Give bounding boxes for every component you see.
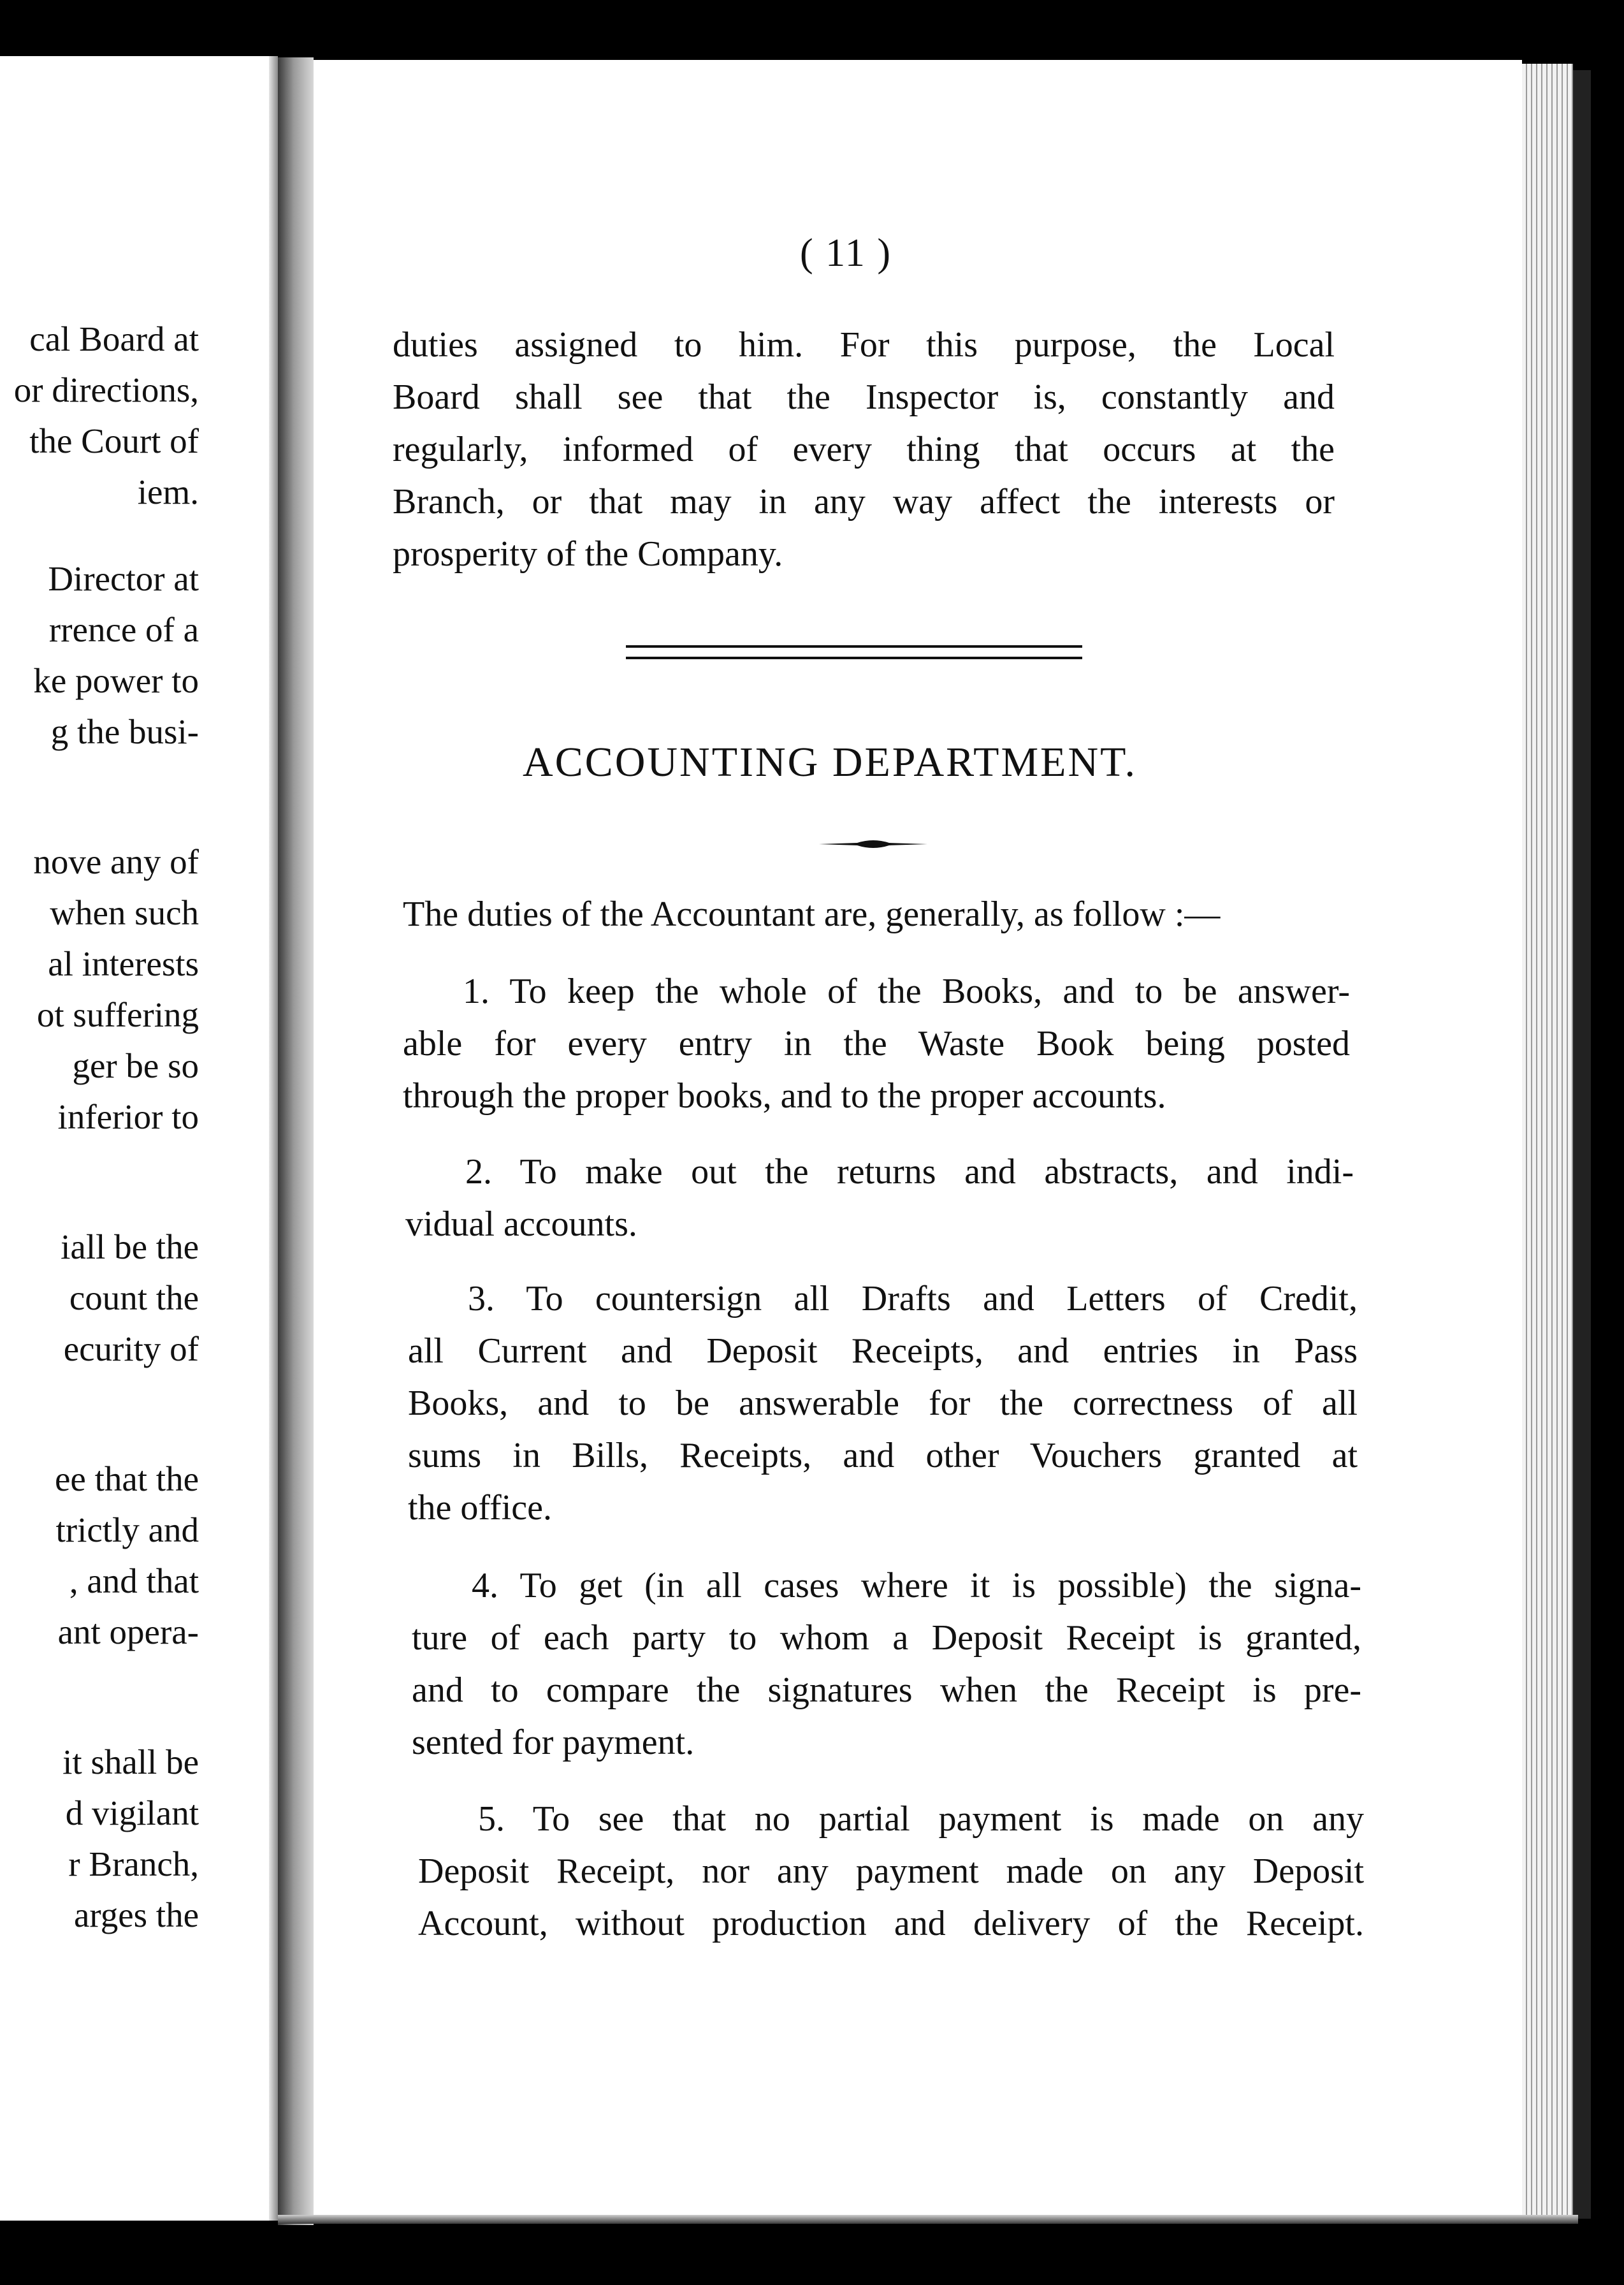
list-item xyxy=(418,1793,1364,1950)
left-page-line: ke power to xyxy=(33,661,199,700)
text-line: 1. To keep the whole of the Books, and to be answer- xyxy=(463,972,1350,1011)
left-page-line: count the xyxy=(69,1278,199,1317)
left-page-line: arges the xyxy=(74,1895,199,1934)
left-page-line: ee that the xyxy=(55,1459,199,1498)
text-line: vidual accounts. xyxy=(405,1204,637,1244)
left-page-line: g the busi- xyxy=(50,712,199,751)
left-page-line: r Branch, xyxy=(68,1844,199,1883)
left-page-line: cal Board at xyxy=(29,319,199,358)
text-line: able for every entry in the Waste Book being posted xyxy=(403,1024,1350,1063)
text-line: 2. To make out the returns and abstracts, and indi- xyxy=(465,1152,1354,1192)
text-line: 3. To countersign all Drafts and Letters of Credit, xyxy=(468,1279,1358,1318)
left-page-line: trictly and xyxy=(55,1510,199,1549)
left-page-line: d vigilant xyxy=(65,1793,199,1832)
left-page-line: it shall be xyxy=(62,1742,199,1781)
page-number: ( 11 ) xyxy=(800,231,892,275)
left-page-line: or directions, xyxy=(13,370,199,409)
list-item xyxy=(403,965,1350,1122)
text-line: Books, and to be answerable for the correctness of all xyxy=(408,1383,1358,1423)
intro-line: The duties of the Accountant are, generally, as follow :— xyxy=(403,894,1221,934)
opening-paragraph xyxy=(393,319,1335,580)
left-page-line: iem. xyxy=(137,472,199,511)
page-edges xyxy=(1522,64,1573,2219)
left-page-line: iall be the xyxy=(61,1227,199,1266)
left-page-line: the Court of xyxy=(29,421,199,460)
left-page-line: , and that xyxy=(69,1561,199,1600)
text-line: sented for payment. xyxy=(412,1723,695,1762)
text-line: and to compare the signatures when the Receipt is pre- xyxy=(412,1670,1361,1710)
left-page-line: when such xyxy=(50,893,199,932)
cover-edge xyxy=(1573,70,1591,2219)
list-item xyxy=(408,1273,1358,1534)
list-item xyxy=(412,1559,1361,1769)
section-title: ACCOUNTING DEPARTMENT. xyxy=(523,739,1138,785)
text-line: sums in Bills, Receipts, and other Vouchers granted at xyxy=(408,1436,1358,1475)
text-line: the office. xyxy=(408,1488,552,1528)
list-item xyxy=(405,1146,1354,1250)
text-line: duties assigned to him. For this purpose, the Local xyxy=(393,325,1335,365)
text-line: all Current and Deposit Receipts, and entries in Pass xyxy=(408,1331,1358,1371)
left-page-line: ecurity of xyxy=(63,1329,199,1368)
left-page-line: ger be so xyxy=(72,1046,199,1085)
text-line: regularly, informed of every thing that occurs at the xyxy=(393,430,1335,469)
text-line: 4. To get (in all cases where it is possible) the signa- xyxy=(472,1566,1361,1605)
left-page-line: ant opera- xyxy=(57,1612,199,1651)
left-page xyxy=(0,56,278,2221)
text-line: prosperity of the Company. xyxy=(393,534,783,574)
left-page-line: nove any of xyxy=(33,842,199,881)
book-spine xyxy=(278,57,314,2225)
ornament-icon xyxy=(819,836,927,852)
text-line: through the proper books, and to the proper accounts. xyxy=(403,1076,1166,1116)
left-page-line: rrence of a xyxy=(48,610,199,649)
text-line: ture of each party to whom a Deposit Receipt is granted, xyxy=(412,1618,1361,1658)
text-line: Deposit Receipt, nor any payment made on any Deposit xyxy=(418,1851,1364,1891)
gutter-shadow xyxy=(269,56,278,2221)
text-line: 5. To see that no partial payment is made on any xyxy=(478,1799,1364,1839)
double-rule-divider xyxy=(626,645,1082,659)
text-line: Branch, or that may in any way affect the interests or xyxy=(393,482,1335,522)
left-page-line: inferior to xyxy=(57,1097,199,1136)
text-line: Account, without production and delivery of the Receipt. xyxy=(418,1904,1364,1943)
text-line: Board shall see that the Inspector is, constantly and xyxy=(393,377,1335,417)
left-page-line: ot suffering xyxy=(36,995,199,1034)
left-page-line: Director at xyxy=(48,559,199,598)
left-page-line: al interests xyxy=(48,944,199,983)
bottom-edge xyxy=(278,2215,1578,2224)
